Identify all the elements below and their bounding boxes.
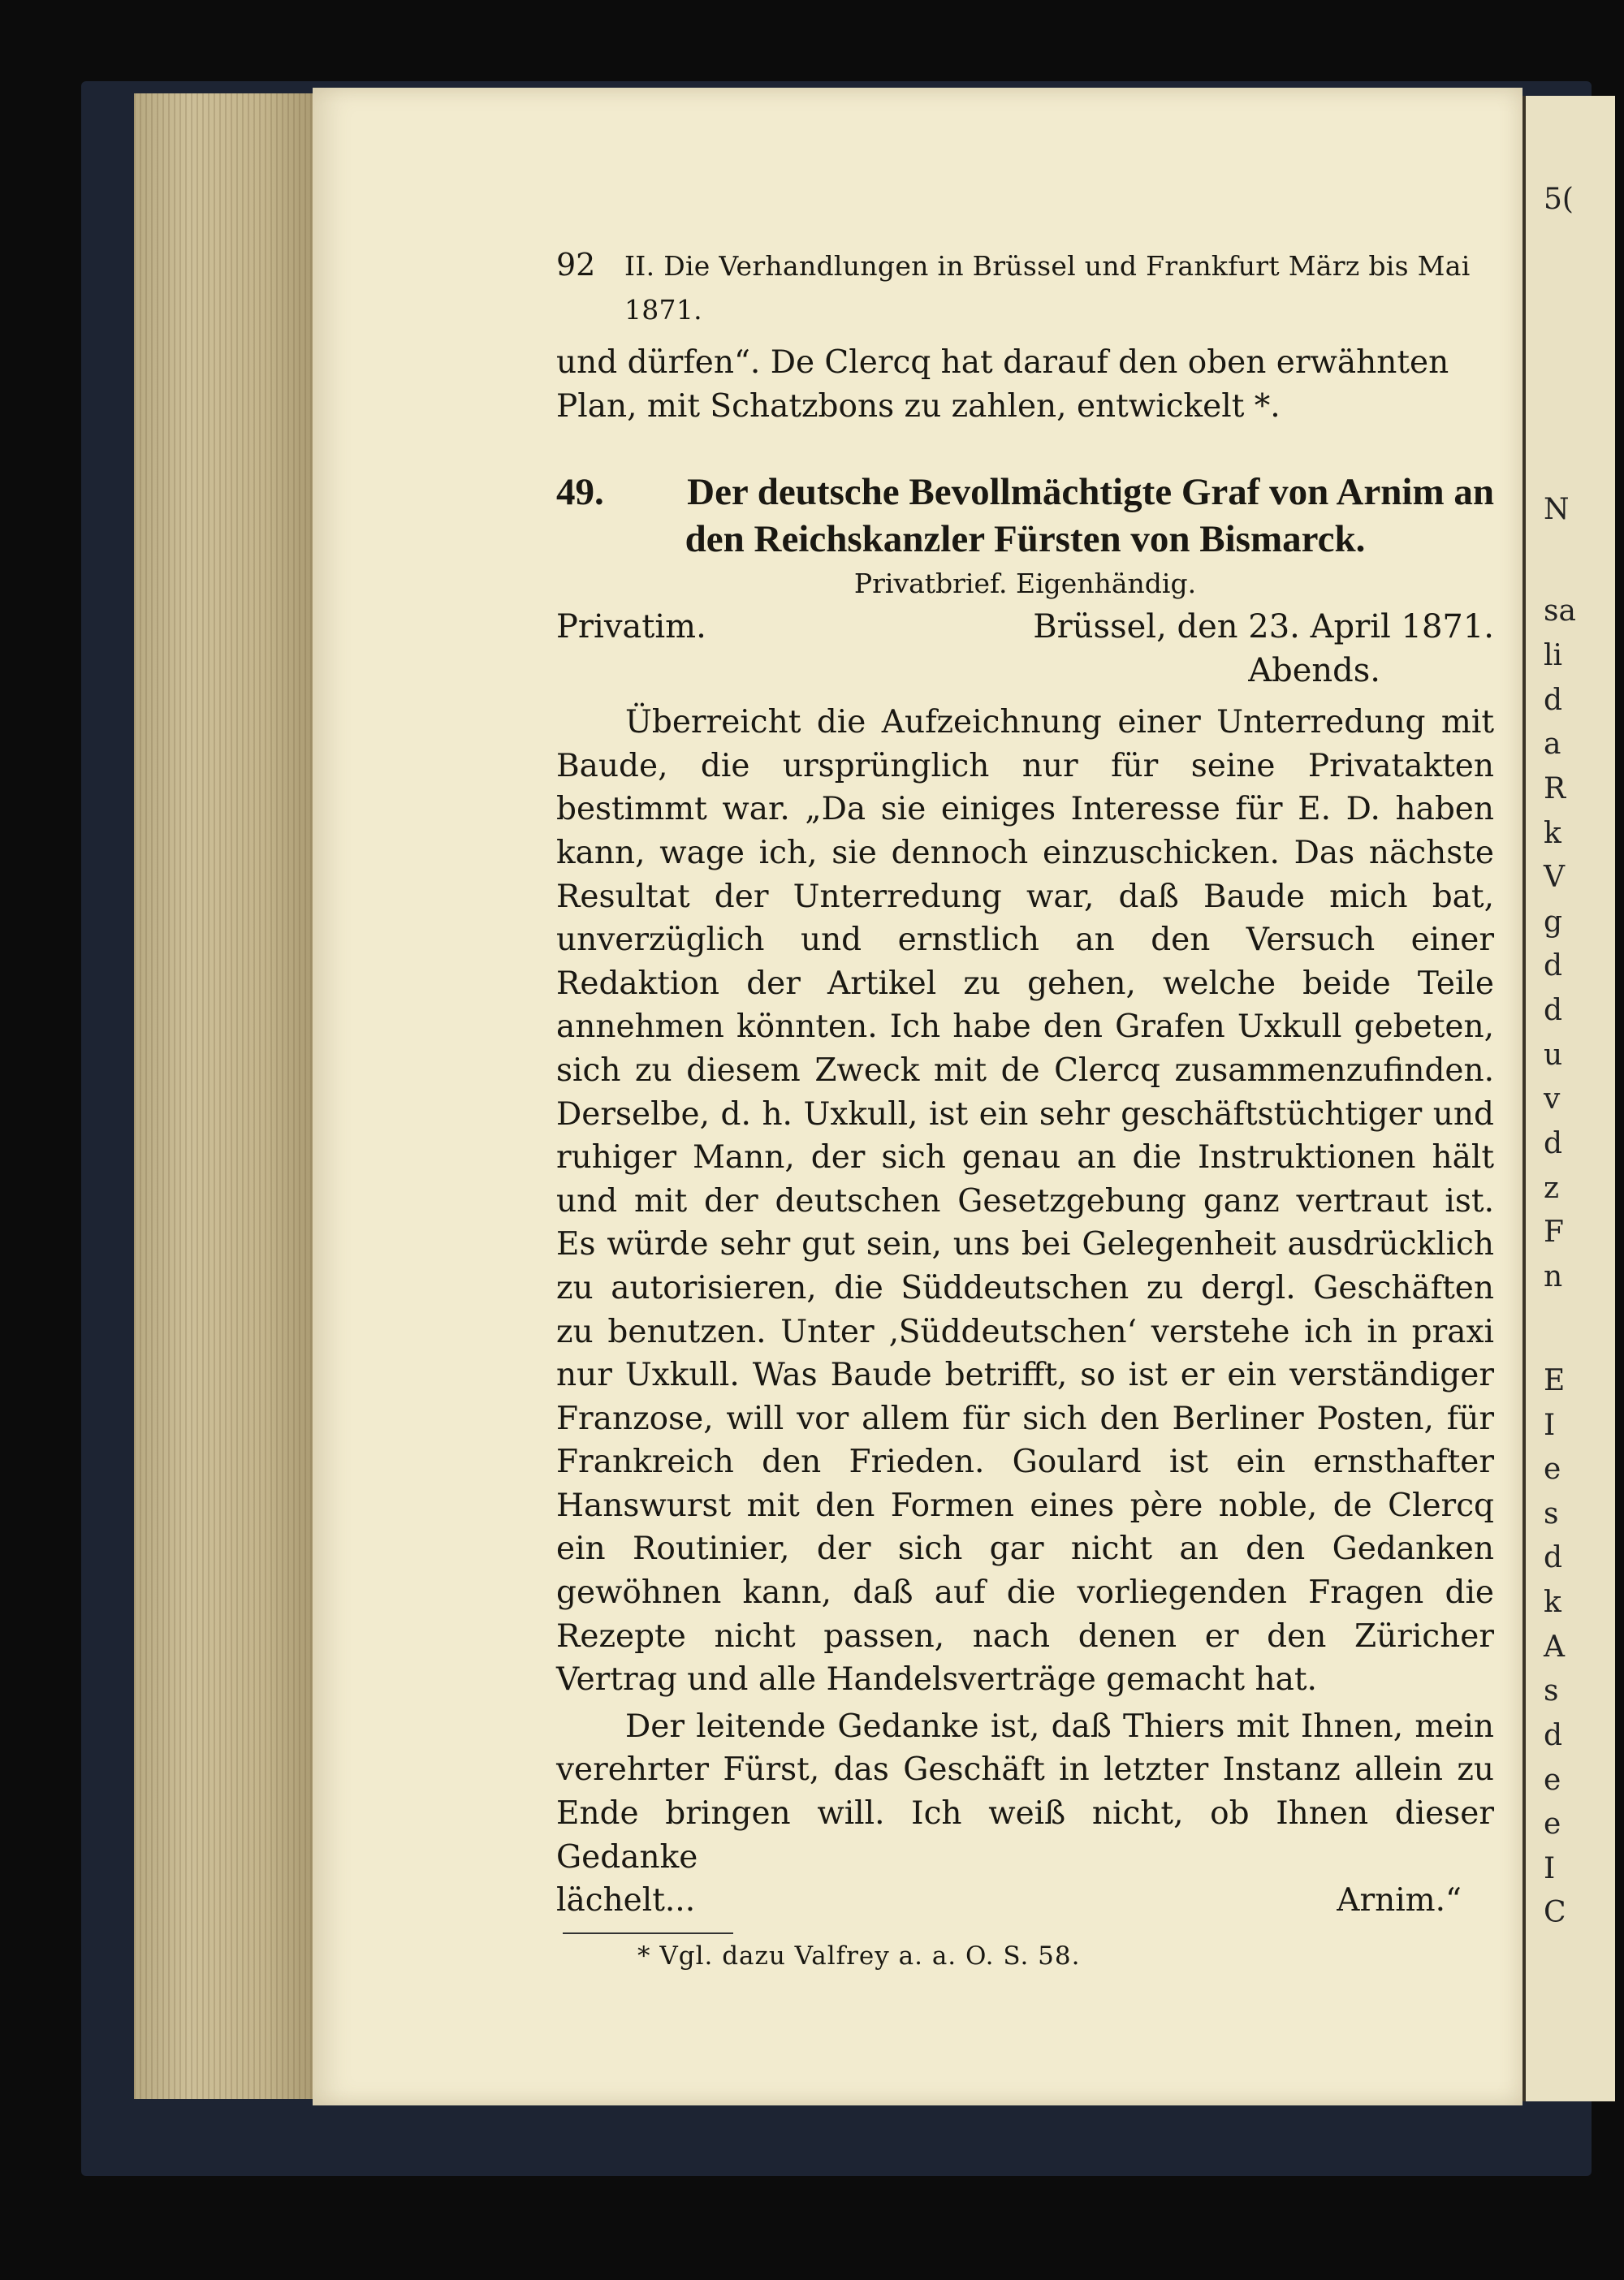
- body-paragraph: Der leitende Gedanke ist, daß Thiers mit Ihnen, mein verehrter Fürst, das Geschäft in letzter Instanz allein zu Ende bringen will. Ich weiß nicht, ob Ihnen dieser Gedanke: [556, 1708, 1494, 1876]
- body-paragraph: Überreicht die Aufzeichnung einer Unterredung mit Baude, die ursprünglich nur für seine Privatakten bestimmt war. „Da sie einiges Interesse für E. D. haben kann, wage ich, sie dennoch einzuschicken. Das nächste Resultat der Unterredung war, daß Baude mich bat, unverzüglich und ernstlich an den Versuch einer Redaktion der Artikel zu gehen, welche beide Teile annehmen könnten. Ich habe den Grafen Uxkull gebeten, sich zu diesem Zweck mit de Clercq zusammenzufinden. Derselbe, d. h. Uxkull, ist ein sehr geschäftstüchtiger und ruhiger Mann, der sich genau an die Instruktionen hält und mit der deutschen Gesetzgebung ganz vertraut ist. Es würde sehr gut sein, uns bei Gelegenheit ausdrücklich zu autorisieren, die Süddeutschen zu dergl. Geschäften zu benutzen. Unter ‚Süddeutschen‘ verstehe ich in praxi nur Uxkull. Was Baude betrifft, so ist er ein verständiger Franzose, will vor allem für sich den Berliner Posten, für Frankreich den Frieden. Goulard ist ein ernsthafter Hanswurst mit den Formen eines père noble, de Clercq ein Routinier, der sich gar nicht an den Gedanken gewöhnen kann, daß auf die vorliegenden Fragen die Rezepte nicht passen, nach denen er den Züricher Vertrag und alle Handelsverträge gemacht hat.: [556, 704, 1494, 1699]
- page-number: 92: [556, 247, 596, 283]
- facing-letter: d: [1544, 994, 1563, 1027]
- facing-letter: n: [1544, 1260, 1563, 1293]
- document-number: 49.: [556, 471, 604, 514]
- facing-letter: d: [1544, 1127, 1563, 1160]
- facing-letter: E: [1544, 1364, 1566, 1397]
- facing-letter: d: [1544, 1541, 1563, 1574]
- document-heading: [556, 469, 1494, 563]
- page-edges: [134, 93, 321, 2099]
- signature: Arnim.“: [1337, 1882, 1462, 1919]
- facing-page-edge: [1522, 96, 1615, 2101]
- facing-letter: sa: [1544, 594, 1576, 628]
- document-subtitle: Privatbrief. Eigenhändig.: [853, 568, 1197, 600]
- dateline: [556, 605, 1494, 649]
- intro-line: Plan, mit Schatzbons zu zahlen, entwickelt *.: [556, 387, 1281, 425]
- facing-letter: u: [1544, 1039, 1563, 1072]
- facing-letter: A: [1544, 1630, 1565, 1664]
- facing-letter: V: [1544, 861, 1565, 894]
- place-date: Brüssel, den 23. April 1871.: [1033, 608, 1494, 646]
- facing-letter: F: [1544, 1216, 1564, 1249]
- facing-letter: e: [1544, 1453, 1561, 1486]
- running-head: [556, 244, 1494, 341]
- facing-letter: s: [1544, 1674, 1559, 1708]
- facing-letter: 5(: [1544, 183, 1574, 216]
- intro-line: und dürfen“. De Clercq hat darauf den oben erwähnten: [556, 344, 1449, 381]
- facing-letter: C: [1544, 1896, 1566, 1929]
- facing-letter: d: [1544, 949, 1563, 982]
- facing-letter: a: [1544, 728, 1561, 761]
- facing-letter: N: [1544, 493, 1570, 526]
- facing-letter: li: [1544, 639, 1563, 672]
- footnote-rule: [563, 1932, 733, 1934]
- document-title-line: Der deutsche Bevollmächtigte Graf von Arnim an: [687, 471, 1494, 514]
- facing-letter: s: [1544, 1497, 1559, 1531]
- closing-text: lächelt...: [556, 1882, 696, 1919]
- facing-letter: R: [1544, 772, 1566, 805]
- running-title: II. Die Verhandlungen in Brüssel und Frankfurt März bis Mai 1871.: [624, 250, 1471, 326]
- facing-letter: d: [1544, 1719, 1563, 1752]
- privatim-marker: Privatim.: [556, 608, 706, 646]
- facing-letter: z: [1544, 1172, 1559, 1205]
- facing-letter: k: [1544, 1586, 1561, 1619]
- footnote: * Vgl. dazu Valfrey a. a. O. S. 58.: [637, 1941, 1081, 1971]
- facing-letter: d: [1544, 684, 1563, 717]
- facing-letter: e: [1544, 1807, 1561, 1841]
- page-text: [556, 244, 1494, 1975]
- facing-letter: k: [1544, 817, 1561, 850]
- time-of-day: Abends.: [1248, 652, 1380, 690]
- closing-line: [556, 1879, 1494, 1923]
- document-title-line: den Reichskanzler Fürsten von Bismarck.: [685, 518, 1366, 561]
- facing-letter: v: [1544, 1082, 1561, 1116]
- facing-letter: e: [1544, 1764, 1561, 1797]
- facing-letter: I: [1544, 1409, 1556, 1442]
- facing-letter: g: [1544, 905, 1563, 939]
- facing-letter: I: [1544, 1852, 1556, 1885]
